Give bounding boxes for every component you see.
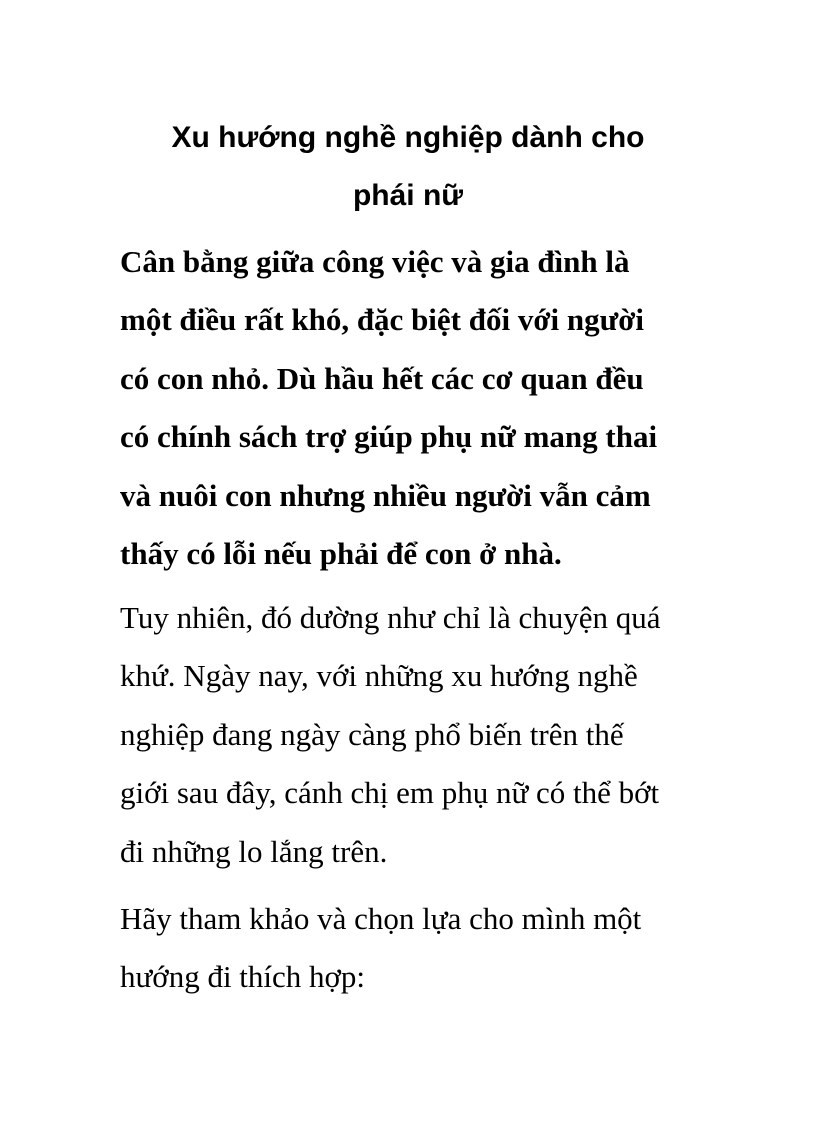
lead-line: có chính sách trợ giúp phụ nữ mang thai (120, 419, 658, 455)
body-line: khứ. Ngày nay, với những xu hướng nghề (120, 658, 638, 694)
body-line: nghiệp đang ngày càng phổ biến trên thế (120, 716, 624, 752)
body-line: Hãy tham khảo và chọn lựa cho mình một (120, 901, 642, 936)
body-paragraph-1 (120, 589, 700, 881)
body-line: hướng đi thích hợp: (120, 959, 366, 995)
title-line: phái nữ (352, 179, 464, 212)
document-title (118, 109, 698, 225)
body-line: Tuy nhiên, đó dường như chỉ là chuyện quá (120, 600, 661, 635)
lead-paragraph (120, 233, 700, 583)
lead-line: thấy có lỗi nếu phải để con ở nhà. (120, 536, 562, 572)
title-line: Xu hướng nghề nghiệp dành cho (171, 121, 645, 154)
body-line: giới sau đây, cánh chị em phụ nữ có thể bớt (120, 775, 660, 811)
lead-line: và nuôi con nhưng nhiều người vẫn cảm (120, 477, 651, 513)
lead-line: Cân bằng giữa công việc và gia đình là (120, 244, 630, 279)
lead-line: có con nhỏ. Dù hầu hết các cơ quan đều (120, 360, 644, 396)
body-line: đi những lo lắng trên. (120, 833, 388, 869)
body-paragraph-2 (120, 890, 700, 1007)
lead-line: một điều rất khó, đặc biệt đối với người (120, 302, 645, 338)
